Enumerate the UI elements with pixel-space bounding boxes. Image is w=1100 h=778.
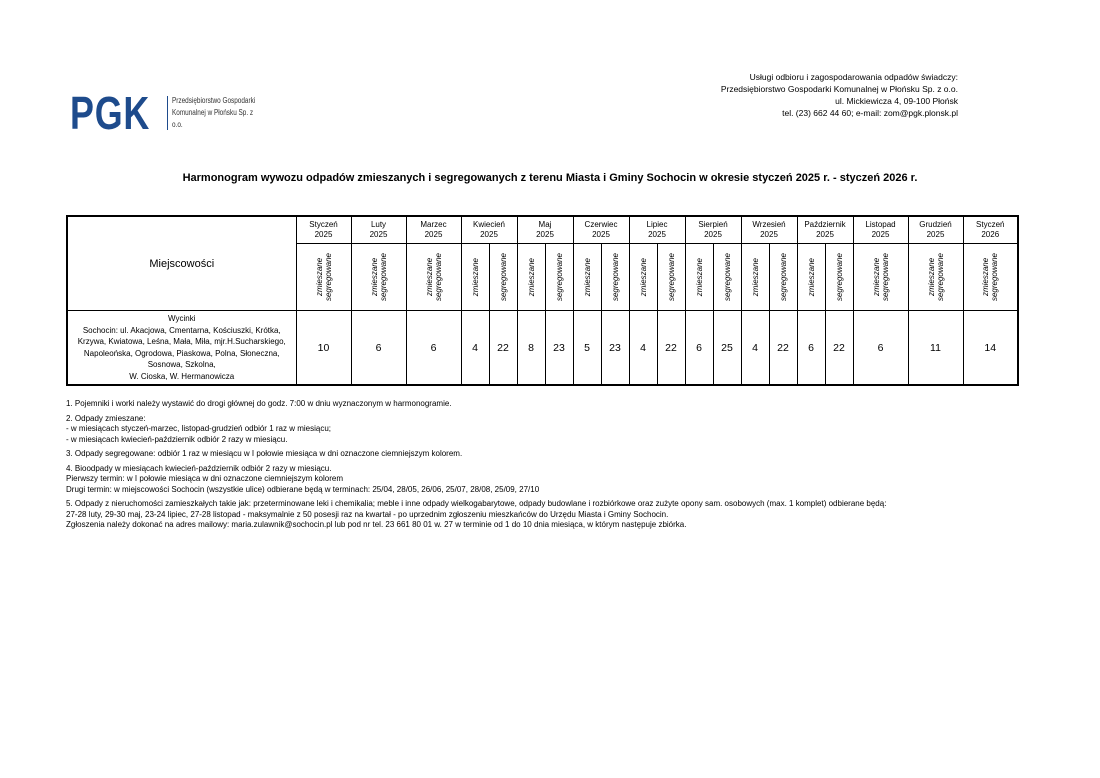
locations-cell — [67, 311, 296, 386]
waste-type-label: zmieszane segregowane — [871, 252, 890, 302]
waste-type-header — [741, 244, 769, 311]
note-line: 2. Odpady zmieszane: — [66, 413, 146, 423]
waste-type-header — [601, 244, 629, 311]
collection-day: 22 — [657, 311, 685, 386]
waste-type-header — [685, 244, 713, 311]
month-header — [797, 216, 853, 244]
waste-type-label: zmieszane — [470, 257, 480, 297]
waste-type-header — [489, 244, 517, 311]
month-year: 2025 — [648, 230, 666, 239]
note-line: Pierwszy termin: w I połowie miesiąca w dni oznaczone ciemniejszym kolorem — [66, 474, 343, 483]
waste-type-header — [517, 244, 545, 311]
month-year: 2025 — [424, 230, 443, 239]
waste-type-label: zmieszane — [638, 257, 648, 297]
month-year: 2025 — [536, 230, 554, 239]
month-year: 2025 — [926, 230, 945, 239]
waste-type-label: segregowane — [834, 252, 844, 302]
location-line: Sochocin: ul. Akacjowa, Cmentarna, Kościuszki, Krótka, — [82, 325, 281, 335]
note-line: Zgłoszenia należy dokonać na adres mailowy: maria.zulawnik@sochocin.pl lub pod nr tel. 23 661 80 01 w. 27 w terminie od 1 do 10 dnia miesiąca, w którym następuje zbiórka. — [66, 520, 687, 529]
month-year: 2025 — [480, 230, 498, 239]
month-name: Kwiecień — [472, 220, 505, 229]
waste-type-header — [797, 244, 825, 311]
month-header — [351, 216, 406, 244]
waste-type-label: zmieszane segregowane — [981, 252, 1000, 302]
waste-type-label: segregowane — [722, 252, 732, 302]
waste-type-label: segregowane — [554, 252, 564, 302]
month-name: Listopad — [865, 220, 896, 229]
month-year: 2025 — [314, 230, 333, 239]
waste-type-header — [461, 244, 489, 311]
note-line: 5. Odpady z nieruchomości zamieszkałych takie jak: przeterminowane leki i chemikalia; meble i inne odpady wielkogabarytowe, odpady budowlane i rozbiórkowe oraz zużyte opony sam. osobowych (max. 1 komplet) odbierane będą: — [66, 499, 887, 508]
collection-day: 6 — [406, 311, 461, 386]
collection-day: 14 — [963, 311, 1018, 386]
collection-day: 22 — [825, 311, 853, 386]
collection-day: 23 — [545, 311, 573, 386]
note-line: 27-28 luty, 29-30 maj, 23-24 lipiec, 27-28 listopad - maksymalnie z 50 posesji raz na kwartał - po uprzednim zgłoszeniu mieszkańców do Urzędu Miasta i Gminy Sochocin. — [66, 509, 669, 519]
waste-type-header — [825, 244, 853, 311]
month-year: 2025 — [871, 230, 890, 239]
waste-type-label: zmieszane — [694, 257, 704, 297]
note-line: 4. Bioodpady w miesiącach kwiecień-październik odbiór 2 razy w miesiącu. — [66, 463, 332, 473]
waste-type-header — [657, 244, 685, 311]
locations-header: Miejscowości — [67, 216, 296, 311]
waste-type-header — [908, 244, 963, 311]
collection-day: 23 — [601, 311, 629, 386]
month-year: 2026 — [981, 230, 1000, 239]
waste-type-label: zmieszane segregowane — [926, 252, 945, 302]
month-year: 2025 — [592, 230, 610, 239]
waste-type-header — [351, 244, 406, 311]
month-header — [629, 216, 685, 244]
waste-type-header — [713, 244, 741, 311]
location-line: Napoleońska, Ogrodowa, Piaskowa, Polna, Słoneczna, — [83, 348, 280, 358]
month-header — [517, 216, 573, 244]
company-line: Przedsiębiorstwo Gospodarki Komunalnej w Płońsku Sp. z o.o. — [720, 84, 958, 94]
waste-type-header — [769, 244, 797, 311]
logo-mark: PGK — [70, 87, 151, 139]
month-header — [573, 216, 629, 244]
waste-type-header — [573, 244, 601, 311]
month-header — [296, 216, 351, 244]
note-line: Drugi termin: w miejscowości Sochocin (wszystkie ulice) odbierane będą w terminach: 25/04, 28/05, 26/06, 25/07, 28/08, 25/09, 27/10 — [66, 484, 540, 494]
collection-day: 6 — [685, 311, 713, 386]
location-line: W. Cioska, W. Hermanowicza — [129, 371, 235, 381]
month-name: Wrzesień — [752, 220, 786, 229]
company-line: ul. Mickiewicza 4, 09-100 Płońsk — [835, 96, 958, 106]
month-header — [685, 216, 741, 244]
note-line: - w miesiącach kwiecień-październik odbiór 2 razy w miesiącu. — [66, 434, 288, 444]
month-name: Styczeń — [309, 220, 338, 229]
waste-type-header — [545, 244, 573, 311]
waste-type-header — [963, 244, 1018, 311]
logo-text: Przedsiębiorstwo Gospodarki Komunalnej w Płońsku Sp. z o.o. — [171, 96, 255, 129]
collection-day: 4 — [741, 311, 769, 386]
month-name: Październik — [804, 220, 846, 229]
note-item — [66, 399, 1016, 410]
month-header — [908, 216, 963, 244]
waste-type-label: zmieszane — [526, 257, 536, 297]
waste-type-label: zmieszane — [582, 257, 592, 297]
waste-type-label: segregowane — [778, 252, 788, 302]
collection-day: 6 — [797, 311, 825, 386]
collection-day: 11 — [908, 311, 963, 386]
location-line: Wycinki — [168, 314, 196, 323]
month-year: 2025 — [369, 230, 388, 239]
collection-day: 25 — [713, 311, 741, 386]
collection-day: 4 — [461, 311, 489, 386]
month-year: 2025 — [704, 230, 722, 239]
month-name: Lipiec — [646, 220, 668, 229]
company-info — [721, 71, 958, 119]
month-header — [461, 216, 517, 244]
month-year: 2025 — [816, 230, 834, 239]
waste-type-header — [296, 244, 351, 311]
waste-type-header — [406, 244, 461, 311]
note-item — [66, 499, 1016, 531]
note-line: 3. Odpady segregowane: odbiór 1 raz w miesiącu w I połowie miesiąca w dni oznaczone ciemniejszym kolorem. — [66, 449, 463, 458]
waste-type-label: segregowane — [666, 252, 676, 302]
schedule-table — [66, 215, 1019, 386]
collection-day: 22 — [489, 311, 517, 386]
month-name: Czerwiec — [584, 220, 618, 229]
company-line: tel. (23) 662 44 60; e-mail: zom@pgk.plonsk.pl — [782, 108, 958, 118]
waste-type-label: segregowane — [498, 252, 508, 302]
collection-day: 10 — [296, 311, 351, 386]
month-name: Grudzień — [919, 220, 952, 229]
note-item — [66, 449, 1016, 460]
page-title: Harmonogram wywozu odpadów zmieszanych i segregowanych z terenu Miasta i Gminy Sochocin w okresie styczeń 2025 r. - styczeń 2026 r. — [182, 172, 918, 184]
month-name: Maj — [538, 220, 552, 229]
waste-type-label: zmieszane segregowane — [424, 252, 443, 302]
waste-type-label: zmieszane — [806, 257, 816, 297]
waste-type-label: zmieszane — [750, 257, 760, 297]
collection-day: 4 — [629, 311, 657, 386]
month-name: Marzec — [420, 220, 447, 229]
collection-day: 22 — [769, 311, 797, 386]
collection-day: 8 — [517, 311, 545, 386]
notes — [66, 399, 1016, 535]
month-header — [853, 216, 908, 244]
month-name: Sierpień — [698, 220, 728, 229]
pgk-logo — [70, 87, 282, 139]
waste-type-label: zmieszane segregowane — [314, 252, 333, 302]
location-line: Sosnowa, Szkolna, — [147, 360, 216, 369]
note-line: 1. Pojemniki i worki należy wystawić do drogi głównej do godz. 7:00 w dniu wyznaczonym w harmonogramie. — [66, 399, 452, 408]
month-name: Styczeń — [976, 220, 1005, 229]
month-header — [406, 216, 461, 244]
location-line: Krzywa, Kwiatowa, Leśna, Mała, Miła, mjr.H.Sucharskiego, — [77, 337, 286, 346]
collection-day: 5 — [573, 311, 601, 386]
waste-type-label: zmieszane segregowane — [369, 252, 388, 302]
note-item — [66, 414, 1016, 446]
logo-divider — [167, 96, 168, 130]
collection-day: 6 — [853, 311, 908, 386]
month-year: 2025 — [760, 230, 778, 239]
waste-type-header — [853, 244, 908, 311]
note-line: - w miesiącach styczeń-marzec, listopad-grudzień odbiór 1 raz w miesiącu; — [66, 424, 331, 433]
waste-type-label: segregowane — [610, 252, 620, 302]
company-line: Usługi odbioru i zagospodarowania odpadów świadczy: — [749, 72, 958, 82]
month-name: Luty — [370, 220, 387, 229]
collection-day: 6 — [351, 311, 406, 386]
note-item — [66, 464, 1016, 496]
month-header — [963, 216, 1018, 244]
waste-type-header — [629, 244, 657, 311]
month-header — [741, 216, 797, 244]
